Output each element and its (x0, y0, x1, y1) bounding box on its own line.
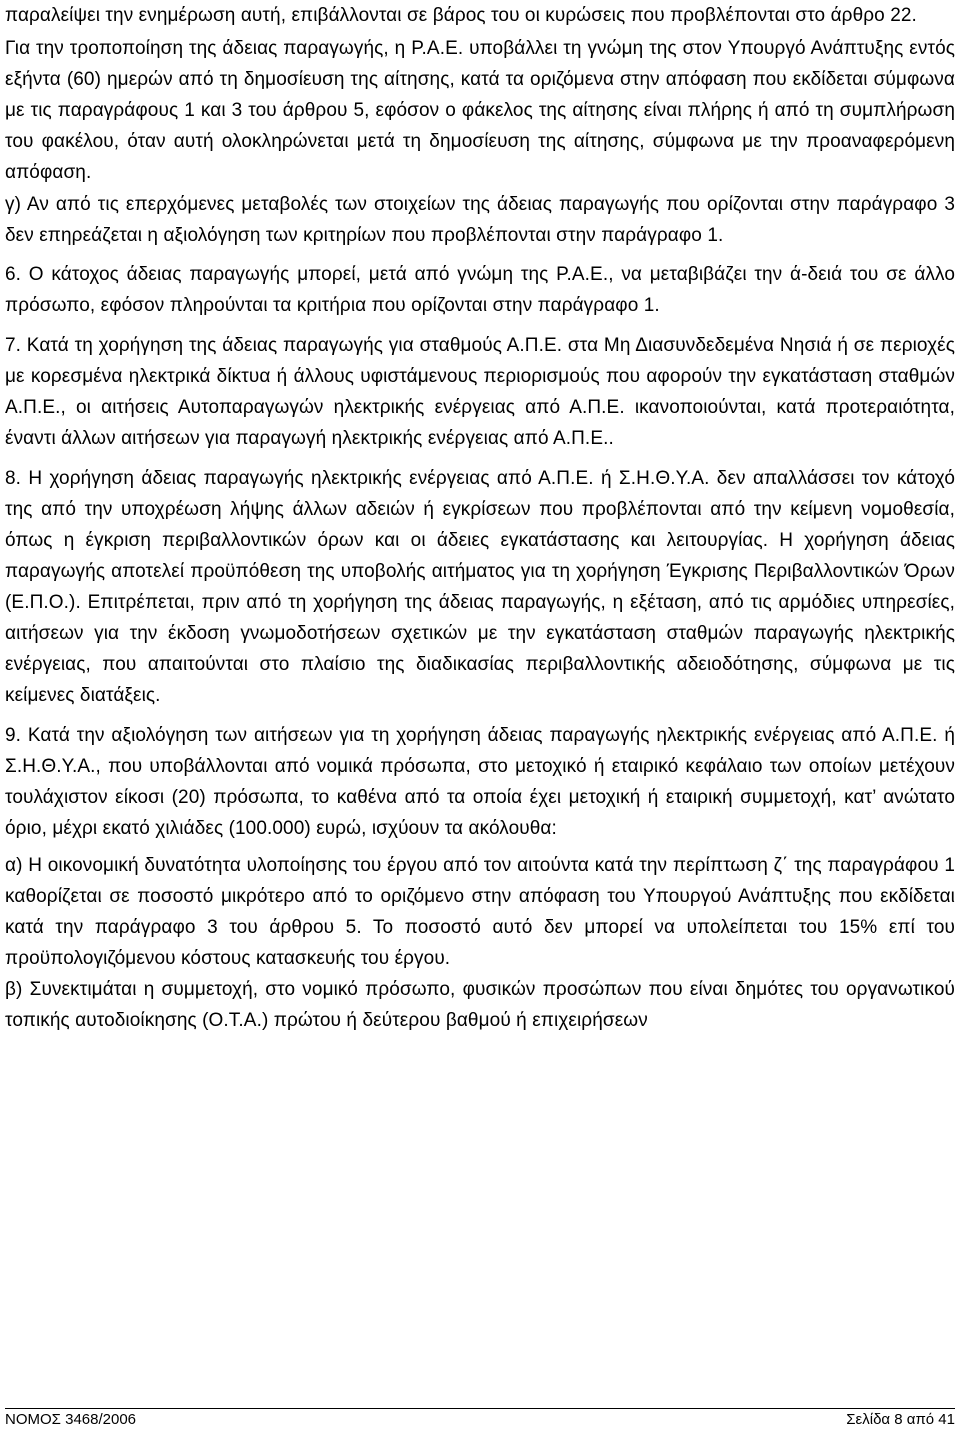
paragraph-case-a: α) Η οικονομική δυνατότητα υλοποίησης του έργου από τον αιτούντα κατά την περίπτωση ζ΄ της παραγράφου 1 καθορίζεται σε ποσοστό μικρότερο από το οριζόμενο στην απόφαση του Υπουργού Ανάπτυξης που εκδίδεται κατά την παράγραφο 3 του άρθρου 5. Το ποσοστό αυτό δεν μπορεί να υπολείπεται του 15% επί του προϋπολογιζόμενου κόστους κατασκευής του έργου. (5, 855, 955, 969)
paragraph-amendment: Για την τροποποίηση της άδειας παραγωγής, η Ρ.Α.Ε. υποβάλλει τη γνώμη της στον Υπουργό Ανάπτυξης εντός εξήντα (60) ημερών από τη δημοσίευση της αίτησης, κατά τα οριζόμενα στην απόφαση που εκδίδεται σύμφωνα με τις παραγράφους 1 και 3 του άρθρου 5, εφόσον ο φάκελος της αίτησης είναι πλήρης ή από τη συμπλήρωση του φακέλου, όταν αυτή ολοκληρώνεται μετά τη δημοσίευση της αίτησης, σύμφωνα με την προαναφερόμενη απόφαση. (5, 38, 955, 183)
page-footer (5, 1408, 955, 1429)
footer-law-number: ΝΟΜΟΣ 3468/2006 (5, 1411, 137, 1428)
footer-page-number: Σελίδα 8 από 41 (846, 1411, 955, 1428)
paragraph-case-c: γ) Αν από τις επερχόμενες μεταβολές των στοιχείων της άδειας παραγωγής που ορίζονται στην παράγραφο 3 δεν επηρεάζεται η αξιολόγηση των κριτηρίων που προβλέπονται στην παράγραφο 1. (5, 194, 955, 246)
paragraph-8: 8. Η χορήγηση άδειας παραγωγής ηλεκτρικής ενέργειας από Α.Π.Ε. ή Σ.Η.Θ.Υ.Α. δεν απαλλάσσει τον κάτοχό της από την υποχρέωση λήψης άλλων αδειών ή εγκρίσεων που προβλέπονται από την κείμενη νομοθεσία, όπως η έγκριση περιβαλλοντικών όρων και οι άδειες εγκατάστασης και λειτουργίας. Η χορήγηση άδειας παραγωγής αποτελεί προϋπόθεση της υποβολής αιτήματος για τη χορήγηση Έγκρισης Περιβαλλοντικών Όρων (Ε.Π.Ο.). Επιτρέπεται, πριν από τη χορήγηση της άδειας παραγωγής, η εξέταση, από τις αρμόδιες υπηρεσίες, αιτήσεων για την έκδοση γνωμοδοτήσεων σχετικών με την εγκατάσταση σταθμών παραγωγής ηλεκτρικής ενέργειας, που απαιτούνται στο πλαίσιο της διαδικασίας περιβαλλοντικής αδειοδότησης, σύμφωνα με τις κείμενες διατάξεις. (5, 468, 955, 706)
paragraph-9: 9. Κατά την αξιολόγηση των αιτήσεων για τη χορήγηση άδειας παραγωγής ηλεκτρικής ενέργειας από Α.Π.Ε. ή Σ.Η.Θ.Υ.Α., που υποβάλλονται από νομικά πρόσωπα, στο μετοχικό ή εταιρικό κεφάλαιο των οποίων μετέχουν τουλάχιστον είκοσι (20) πρόσωπα, το καθένα από τα οποία έχει μετοχική ή εταιρική συμμετοχή, κατ’ ανώτατο όριο, μέχρι εκατό χιλιάδες (100.000) ευρώ, ισχύουν τα ακόλουθα: (5, 725, 955, 839)
paragraph-continuation: παραλείψει την ενημέρωση αυτή, επιβάλλονται σε βάρος του οι κυρώσεις που προβλέπονται στο άρθρο 22. (5, 5, 917, 26)
paragraph-6: 6. Ο κάτοχος άδειας παραγωγής μπορεί, μετά από γνώμη της Ρ.Α.Ε., να μεταβιβάζει την ά-δειά του σε άλλο πρόσωπο, εφόσον πληρούνται τα κριτήρια που ορίζονται στην παράγραφο 1. (5, 264, 955, 316)
paragraph-7: 7. Κατά τη χορήγηση της άδειας παραγωγής για σταθμούς Α.Π.Ε. στα Μη Διασυνδεδεμένα Νησιά ή σε περιοχές με κορεσμένα ηλεκτρικά δίκτυα ή άλλους υφιστάμενους περιορισμούς που αφορούν την εγκατάσταση σταθμών Α.Π.Ε., οι αιτήσεις Αυτοπαραγωγών ηλεκτρικής ενέργειας από Α.Π.Ε. ικανοποιούνται, κατά προτεραιότητα, έναντι άλλων αιτήσεων για παραγωγή ηλεκτρικής ενέργειας από Α.Π.Ε.. (5, 335, 955, 449)
document-page (5, 0, 955, 1036)
paragraph-case-b: β) Συνεκτιμάται η συμμετοχή, στο νομικό πρόσωπο, φυσικών προσώπων που είναι δημότες του οργανωτικού τοπικής αυτοδιοίκησης (Ο.Τ.Α.) πρώτου ή δεύτερου βαθμού ή επιχειρήσεων (5, 979, 955, 1031)
